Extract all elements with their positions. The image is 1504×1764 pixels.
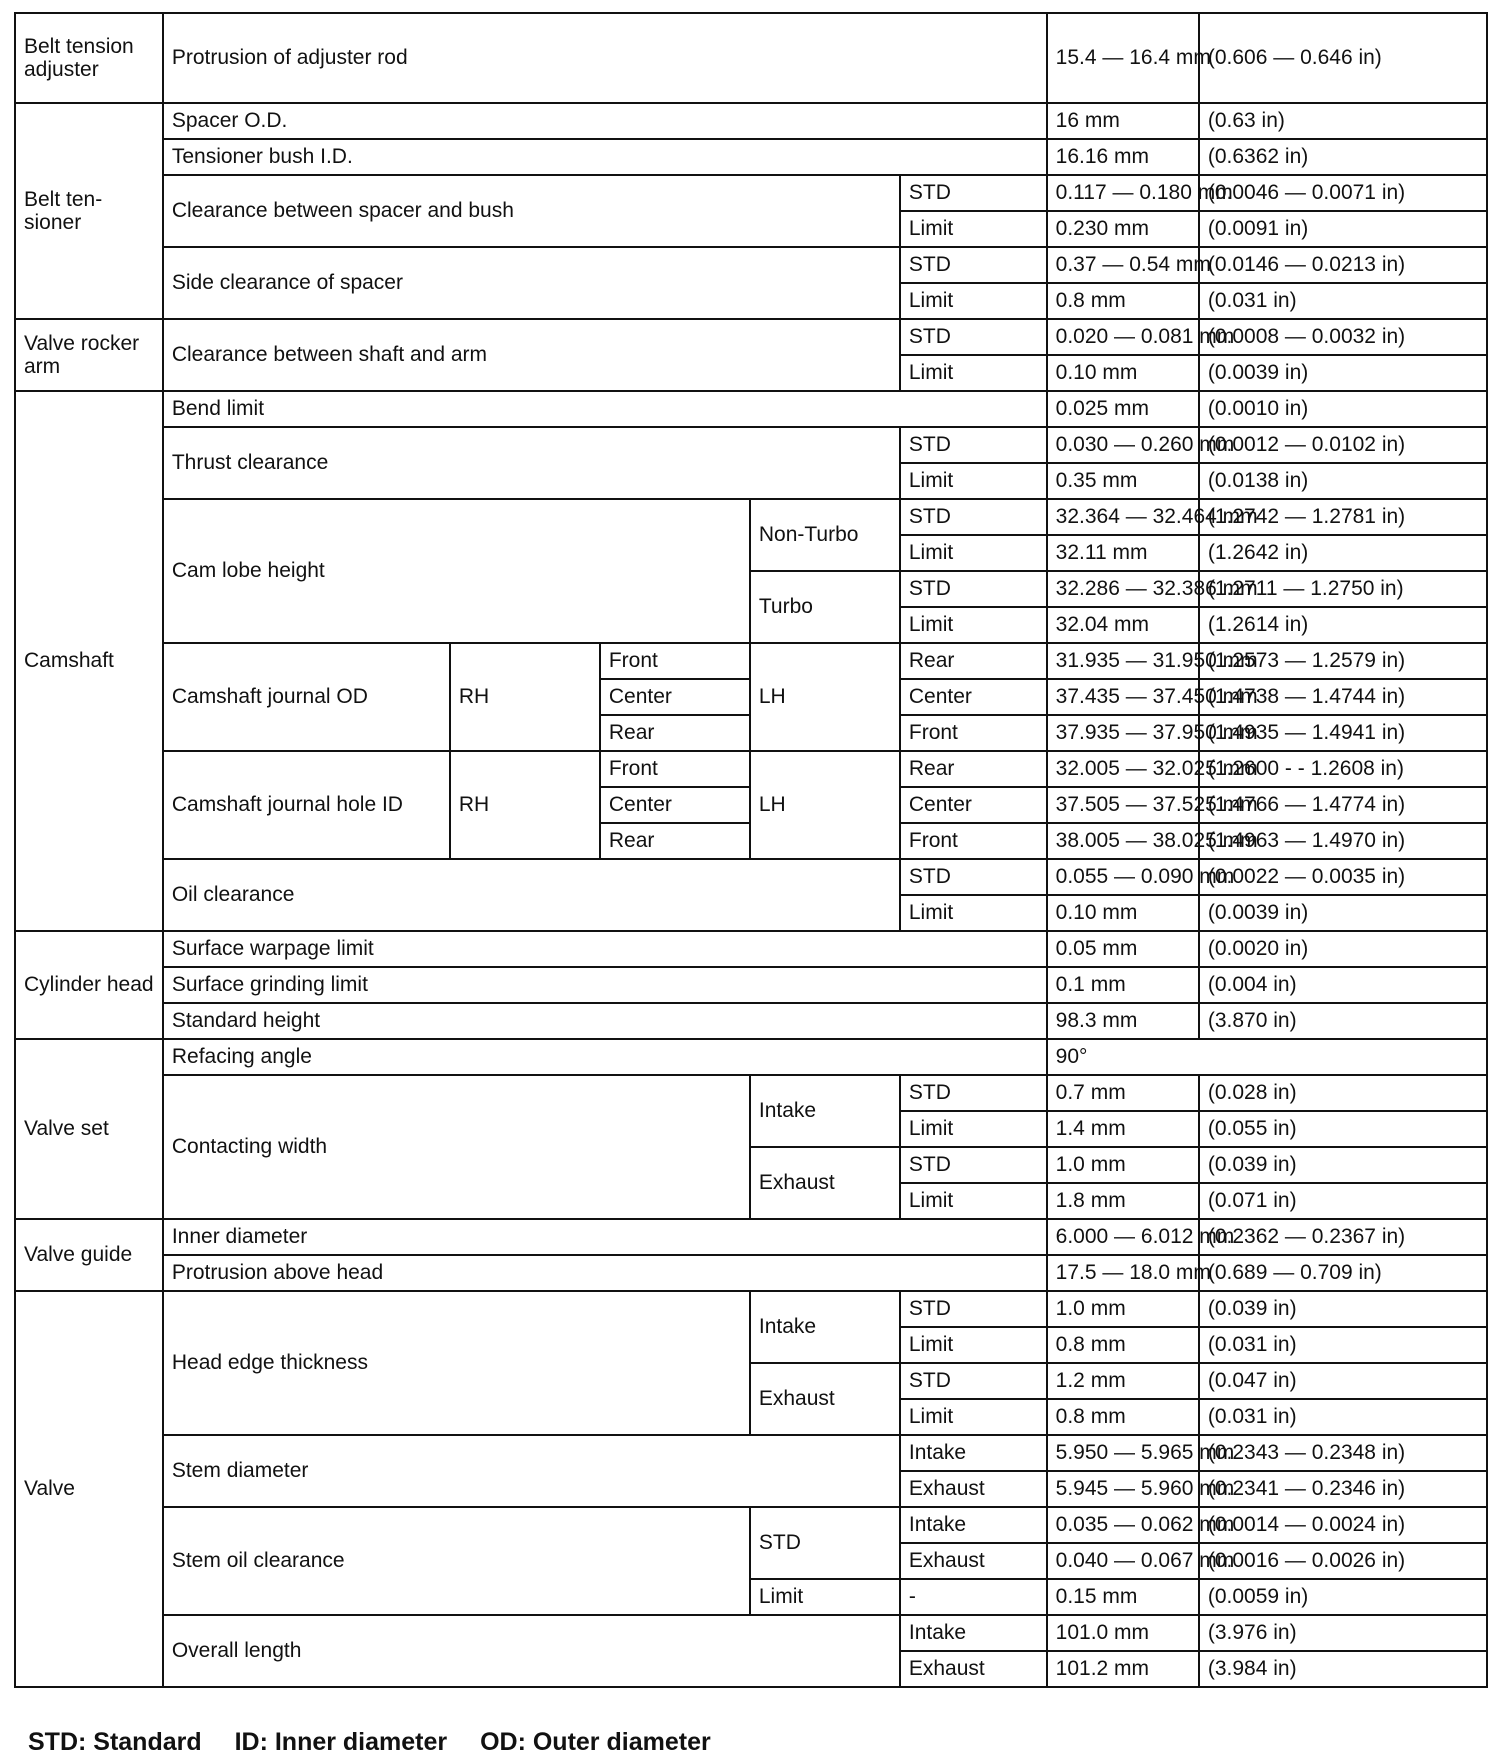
value-in: (0.2362 — 0.2367 in) [1199, 1219, 1487, 1255]
group-cylinder-head: Cylinder head [15, 931, 163, 1039]
item-label: Bend limit [163, 391, 1047, 427]
item-label: Surface grinding limit [163, 967, 1047, 1003]
value-in: (1.4738 — 1.4744 in) [1199, 679, 1487, 715]
value-mm: 0.37 — 0.54 mm [1047, 247, 1199, 283]
value-mm: 1.0 mm [1047, 1147, 1199, 1183]
qualifier: Exhaust [900, 1651, 1047, 1687]
value-mm: 1.4 mm [1047, 1111, 1199, 1147]
table-row [15, 1507, 1487, 1543]
value-mm: 101.0 mm [1047, 1615, 1199, 1651]
item-label: Side clearance of spacer [163, 247, 900, 319]
item-label: Stem oil clearance [163, 1507, 750, 1615]
group-valve-rocker-arm: Valve rocker arm [15, 319, 163, 391]
item-label: Spacer O.D. [163, 103, 1047, 139]
value-mm: 0.020 — 0.081 mm [1047, 319, 1199, 355]
sub-label: Intake [750, 1075, 900, 1147]
value-in: (0.004 in) [1199, 967, 1487, 1003]
qualifier: STD [900, 175, 1047, 211]
value-mm: 17.5 — 18.0 mm [1047, 1255, 1199, 1291]
group-valve: Valve [15, 1291, 163, 1687]
value-in: (1.4935 — 1.4941 in) [1199, 715, 1487, 751]
qualifier: Limit [900, 1111, 1047, 1147]
qualifier: Limit [900, 355, 1047, 391]
position: Front [900, 823, 1047, 859]
value-in: (0.689 — 0.709 in) [1199, 1255, 1487, 1291]
qualifier: - [900, 1579, 1047, 1615]
value-mm: 0.10 mm [1047, 355, 1199, 391]
qualifier: Intake [900, 1507, 1047, 1543]
item-label: Head edge thickness [163, 1291, 750, 1435]
table-row [15, 13, 1487, 103]
table-row [15, 427, 1487, 463]
value-mm: 1.8 mm [1047, 1183, 1199, 1219]
value-in: (3.984 in) [1199, 1651, 1487, 1687]
table-row [15, 139, 1487, 175]
value-in: (0.2343 — 0.2348 in) [1199, 1435, 1487, 1471]
qualifier: Intake [900, 1435, 1047, 1471]
item-label: Cam lobe height [163, 499, 750, 643]
value-in: (0.2341 — 0.2346 in) [1199, 1471, 1487, 1507]
position: Rear [600, 823, 750, 859]
value-mm: 0.8 mm [1047, 1399, 1199, 1435]
value-mm: 0.05 mm [1047, 931, 1199, 967]
side-label: RH [450, 643, 600, 751]
qualifier: STD [900, 1291, 1047, 1327]
sub-label: Limit [750, 1579, 900, 1615]
value-in: (0.055 in) [1199, 1111, 1487, 1147]
table-row [15, 1075, 1487, 1111]
value-mm: 16 mm [1047, 103, 1199, 139]
item-label: Camshaft journal hole ID [163, 751, 450, 859]
qualifier: STD [900, 571, 1047, 607]
table-row [15, 1435, 1487, 1471]
table-row [15, 859, 1487, 895]
table-row [15, 967, 1487, 1003]
side-label: LH [750, 751, 900, 859]
value-mm: 0.1 mm [1047, 967, 1199, 1003]
value-mm: 1.0 mm [1047, 1291, 1199, 1327]
table-row [15, 499, 1487, 535]
value-in: (1.4766 — 1.4774 in) [1199, 787, 1487, 823]
value-in: (0.0039 in) [1199, 355, 1487, 391]
value-in: (0.0138 in) [1199, 463, 1487, 499]
value-in: (0.071 in) [1199, 1183, 1487, 1219]
value-in: (0.606 — 0.646 in) [1199, 13, 1487, 103]
qualifier: Limit [900, 607, 1047, 643]
table-row [15, 751, 1487, 787]
value-in: (0.031 in) [1199, 283, 1487, 319]
position: Front [600, 751, 750, 787]
value-mm: 0.035 — 0.062 mm [1047, 1507, 1199, 1543]
value-in: (0.0039 in) [1199, 895, 1487, 931]
position: Rear [900, 643, 1047, 679]
qualifier: STD [900, 247, 1047, 283]
value-mm: 0.8 mm [1047, 283, 1199, 319]
value-mm: 0.8 mm [1047, 1327, 1199, 1363]
item-label: Oil clearance [163, 859, 900, 931]
table-row [15, 1255, 1487, 1291]
value-in: (0.0014 — 0.0024 in) [1199, 1507, 1487, 1543]
sub-label: STD [750, 1507, 900, 1579]
table-row [15, 1291, 1487, 1327]
sub-label: Turbo [750, 571, 900, 643]
qualifier: STD [900, 1075, 1047, 1111]
item-label: Protrusion above head [163, 1255, 1047, 1291]
value-mm: 0.040 — 0.067 mm [1047, 1543, 1199, 1579]
value-mm: 37.935 — 37.950 mm [1047, 715, 1199, 751]
legend-od: OD: Outer diameter [480, 1728, 711, 1756]
value-in: (0.0046 — 0.0071 in) [1199, 175, 1487, 211]
value-in: (0.6362 in) [1199, 139, 1487, 175]
value-in: (0.0059 in) [1199, 1579, 1487, 1615]
value-in: (0.0010 in) [1199, 391, 1487, 427]
value-in: (1.2642 in) [1199, 535, 1487, 571]
table-row [15, 103, 1487, 139]
position: Center [900, 787, 1047, 823]
item-label: Stem diameter [163, 1435, 900, 1507]
value-in: (1.2573 — 1.2579 in) [1199, 643, 1487, 679]
sub-label: Non-Turbo [750, 499, 900, 571]
item-label: Tensioner bush I.D. [163, 139, 1047, 175]
spec-table [14, 12, 1488, 1688]
value-mm: 16.16 mm [1047, 139, 1199, 175]
value-mm: 0.7 mm [1047, 1075, 1199, 1111]
qualifier: Exhaust [900, 1543, 1047, 1579]
item-label: Inner diameter [163, 1219, 1047, 1255]
position: Rear [900, 751, 1047, 787]
value-in: (0.028 in) [1199, 1075, 1487, 1111]
position: Center [600, 787, 750, 823]
group-camshaft: Camshaft [15, 391, 163, 931]
value-in: (3.976 in) [1199, 1615, 1487, 1651]
value-in: (0.0091 in) [1199, 211, 1487, 247]
qualifier: Limit [900, 895, 1047, 931]
value-in: (1.2711 — 1.2750 in) [1199, 571, 1487, 607]
item-label: Thrust clearance [163, 427, 900, 499]
value-in: (0.039 in) [1199, 1291, 1487, 1327]
qualifier: STD [900, 499, 1047, 535]
sub-label: Exhaust [750, 1363, 900, 1435]
value-in: (1.2742 — 1.2781 in) [1199, 499, 1487, 535]
position: Front [900, 715, 1047, 751]
value-mm: 5.945 — 5.960 mm [1047, 1471, 1199, 1507]
table-row [15, 319, 1487, 355]
table-row [15, 931, 1487, 967]
qualifier: Limit [900, 1327, 1047, 1363]
table-row [15, 1003, 1487, 1039]
value-mm: 15.4 — 16.4 mm [1047, 13, 1199, 103]
value-in: (3.870 in) [1199, 1003, 1487, 1039]
value-mm: 0.117 — 0.180 mm [1047, 175, 1199, 211]
value-in: (0.0016 — 0.0026 in) [1199, 1543, 1487, 1579]
legend-std: STD: Standard [28, 1728, 202, 1756]
value-mm: 37.505 — 37.525 mm [1047, 787, 1199, 823]
position: Front [600, 643, 750, 679]
item-label: Protrusion of adjuster rod [163, 13, 1047, 103]
qualifier: Exhaust [900, 1471, 1047, 1507]
qualifier: STD [900, 1147, 1047, 1183]
value-mm: 0.025 mm [1047, 391, 1199, 427]
value: 90° [1047, 1039, 1487, 1075]
qualifier: Intake [900, 1615, 1047, 1651]
sub-label: Exhaust [750, 1147, 900, 1219]
item-label: Surface warpage limit [163, 931, 1047, 967]
group-belt-tension-adjuster: Belt tension adjuster [15, 13, 163, 103]
value-in: (0.0022 — 0.0035 in) [1199, 859, 1487, 895]
value-in: (0.047 in) [1199, 1363, 1487, 1399]
group-valve-set: Valve set [15, 1039, 163, 1219]
value-mm: 1.2 mm [1047, 1363, 1199, 1399]
item-label: Clearance between shaft and arm [163, 319, 900, 391]
position: Rear [600, 715, 750, 751]
value-in: (0.0008 — 0.0032 in) [1199, 319, 1487, 355]
qualifier: Limit [900, 283, 1047, 319]
item-label: Contacting width [163, 1075, 750, 1219]
footer-legend [28, 1728, 737, 1757]
sub-label: Intake [750, 1291, 900, 1363]
qualifier: STD [900, 427, 1047, 463]
qualifier: Limit [900, 211, 1047, 247]
table-row [15, 175, 1487, 211]
item-label: Clearance between spacer and bush [163, 175, 900, 247]
value-in: (0.031 in) [1199, 1327, 1487, 1363]
position: Center [900, 679, 1047, 715]
qualifier: STD [900, 859, 1047, 895]
qualifier: Limit [900, 535, 1047, 571]
item-label: Refacing angle [163, 1039, 1047, 1075]
value-mm: 98.3 mm [1047, 1003, 1199, 1039]
value-in: (0.0012 — 0.0102 in) [1199, 427, 1487, 463]
qualifier: Limit [900, 1399, 1047, 1435]
value-mm: 0.230 mm [1047, 211, 1199, 247]
value-mm: 37.435 — 37.450 mm [1047, 679, 1199, 715]
item-label: Standard height [163, 1003, 1047, 1039]
value-in: (0.63 in) [1199, 103, 1487, 139]
group-belt-tensioner: Belt ten-sioner [15, 103, 163, 319]
qualifier: STD [900, 1363, 1047, 1399]
value-in: (0.0020 in) [1199, 931, 1487, 967]
value-in: (1.4963 — 1.4970 in) [1199, 823, 1487, 859]
table-row [15, 643, 1487, 679]
value-mm: 101.2 mm [1047, 1651, 1199, 1687]
value-in: (0.039 in) [1199, 1147, 1487, 1183]
value-mm: 32.11 mm [1047, 535, 1199, 571]
value-in: (0.031 in) [1199, 1399, 1487, 1435]
value-mm: 0.055 — 0.090 mm [1047, 859, 1199, 895]
qualifier: STD [900, 319, 1047, 355]
value-mm: 0.030 — 0.260 mm [1047, 427, 1199, 463]
table-row [15, 391, 1487, 427]
item-label: Camshaft journal OD [163, 643, 450, 751]
qualifier: Limit [900, 1183, 1047, 1219]
table-row [15, 247, 1487, 283]
value-mm: 32.286 — 32.386 mm [1047, 571, 1199, 607]
position: Center [600, 679, 750, 715]
value-mm: 6.000 — 6.012 mm [1047, 1219, 1199, 1255]
table-row [15, 1219, 1487, 1255]
value-mm: 32.04 mm [1047, 607, 1199, 643]
side-label: LH [750, 643, 900, 751]
value-mm: 38.005 — 38.025 mm [1047, 823, 1199, 859]
value-in: (0.0146 — 0.0213 in) [1199, 247, 1487, 283]
value-mm: 0.15 mm [1047, 1579, 1199, 1615]
legend-id: ID: Inner diameter [234, 1728, 448, 1756]
value-mm: 32.005 — 32.025 mm [1047, 751, 1199, 787]
table-row [15, 1039, 1487, 1075]
value-mm: 0.10 mm [1047, 895, 1199, 931]
value-in: (1.2614 in) [1199, 607, 1487, 643]
item-label: Overall length [163, 1615, 900, 1687]
value-in: (1.2600 - - 1.2608 in) [1199, 751, 1487, 787]
group-valve-guide: Valve guide [15, 1219, 163, 1291]
value-mm: 5.950 — 5.965 mm [1047, 1435, 1199, 1471]
qualifier: Limit [900, 463, 1047, 499]
table-row [15, 1615, 1487, 1651]
side-label: RH [450, 751, 600, 859]
value-mm: 32.364 — 32.464 mm [1047, 499, 1199, 535]
value-mm: 0.35 mm [1047, 463, 1199, 499]
value-mm: 31.935 — 31.950 mm [1047, 643, 1199, 679]
